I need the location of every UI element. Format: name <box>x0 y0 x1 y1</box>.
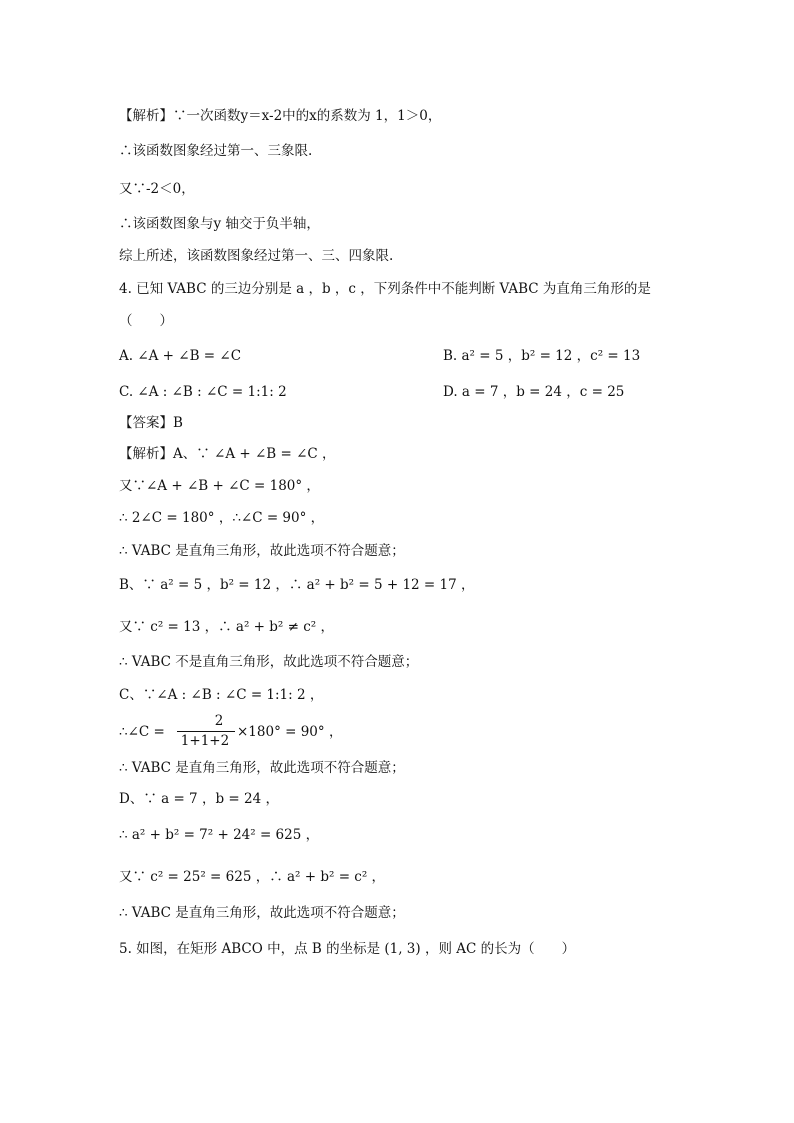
option-b: B. a² = 5 ，b² = 12 ，c² = 13 <box>443 348 641 364</box>
analysis-line-5: 综上所述，该函数图象经过第一、三、四象限. <box>119 248 394 264</box>
solution-line-3: ∴ 2∠C = 180° ，∴∠C = 90° ， <box>119 510 325 526</box>
solution-line-11: D、∵ a = 7 ，b = 24 ， <box>119 791 279 807</box>
question-4-stem: 4. 已知 VABC 的三边分别是 a ，b ，c ，下列条件中不能判断 VABC 为直角三角形的是 <box>119 281 651 297</box>
solution-line-7: ∴ VABC 不是直角三角形，故此选项不符合题意； <box>119 654 419 670</box>
fraction-prefix: ∴∠C = <box>119 724 165 740</box>
solution-line-2: 又∵∠A + ∠B + ∠C = 180° ， <box>119 478 320 494</box>
solution-line-13: 又∵ c² = 25² = 625 ，∴ a² + b² = c² ， <box>119 869 386 885</box>
analysis-line-3: 又∵-2＜0， <box>119 181 195 197</box>
solution-line-1: 【解析】A、∵ ∠A + ∠B = ∠C ， <box>119 446 336 462</box>
option-a: A. ∠A + ∠B = ∠C <box>119 348 242 364</box>
fraction-suffix: ×180° = 90° ， <box>237 724 343 740</box>
analysis-line-1: 【解析】∵一次函数y＝x-2中的x的系数为 1，1＞0， <box>119 108 442 124</box>
question-4-paren: （ ） <box>119 313 173 329</box>
analysis-line-4: ∴该函数图象与y 轴交于负半轴， <box>119 216 320 232</box>
solution-line-10: ∴ VABC 是直角三角形，故此选项不符合题意； <box>119 760 405 776</box>
solution-line-14: ∴ VABC 是直角三角形，故此选项不符合题意； <box>119 905 405 921</box>
option-d: D. a = 7 ，b = 24 ，c = 25 <box>443 384 625 400</box>
option-c: C. ∠A : ∠B : ∠C = 1:1: 2 <box>119 384 287 400</box>
question-5-stem: 5. 如图，在矩形 ABCO 中，点 B 的坐标是 (1, 3) ，则 AC 的长为（ ） <box>119 941 576 957</box>
analysis-line-2: ∴该函数图象经过第一、三象限. <box>119 143 313 159</box>
fraction-denominator: 1+1+2 <box>180 733 230 749</box>
solution-line-5: B、∵ a² = 5 ，b² = 12 ，∴ a² + b² = 5 + 12 = 17 ， <box>119 577 475 593</box>
fraction-numerator: 2 <box>214 713 224 729</box>
solution-line-12: ∴ a² + b² = 7² + 24² = 625 ， <box>119 827 320 843</box>
solution-line-8: C、∵∠A : ∠B : ∠C = 1:1: 2 ， <box>119 687 324 703</box>
answer-line: 【答案】B <box>119 415 183 431</box>
solution-line-4: ∴ VABC 是直角三角形，故此选项不符合题意； <box>119 543 405 559</box>
solution-line-6: 又∵ c² = 13 ，∴ a² + b² ≠ c² ， <box>119 619 334 635</box>
